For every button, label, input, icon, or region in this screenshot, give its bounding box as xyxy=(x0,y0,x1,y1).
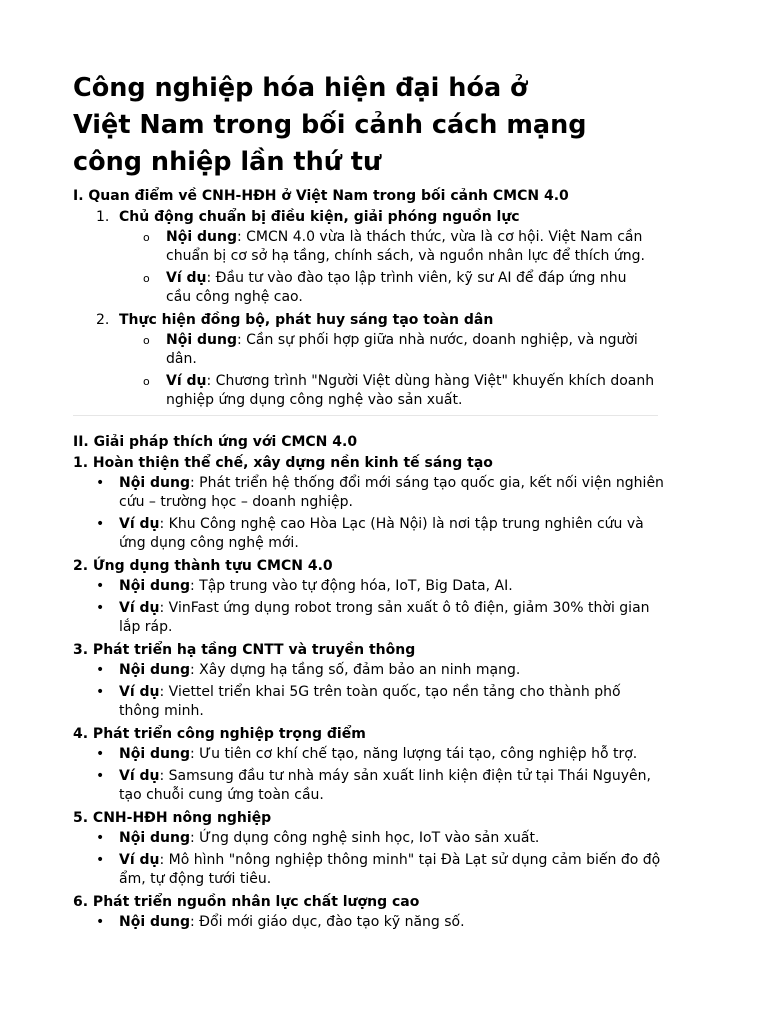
point-label: Nội dung xyxy=(119,914,190,930)
label-separator: : xyxy=(159,600,169,616)
point-label: Ví dụ xyxy=(119,516,160,532)
section-divider xyxy=(73,415,658,416)
bullet-dot-icon: • xyxy=(96,746,105,762)
bullet-dot-icon: • xyxy=(96,475,105,491)
point-label: Ví dụ xyxy=(119,600,160,616)
label-separator: : xyxy=(159,516,169,532)
label-separator: : xyxy=(189,662,200,678)
point-text: Ứng dụng công nghệ sinh học, IoT vào sản xuất. xyxy=(199,830,540,846)
point-text: Ưu tiên cơ khí chế tạo, năng lượng tái tạo, công nghiệp hỗ trợ. xyxy=(199,746,638,762)
label-separator: : xyxy=(189,578,200,594)
point-text: Đầu tư vào đào tạo lập trình viên, kỹ sư AI để đáp ứng nhu cầu công nghệ cao. xyxy=(166,270,627,305)
solution-heading: 4. Phát triển công nghiệp trọng điểm xyxy=(73,726,366,742)
point-text: Samsung đầu tư nhà máy sản xuất linh kiện điện tử tại Thái Nguyên, tạo chuỗi cung ứng toàn cầu. xyxy=(119,768,651,803)
list-item xyxy=(73,851,664,889)
bullet-list xyxy=(73,913,673,932)
item-heading: Thực hiện đồng bộ, phát huy sáng tạo toàn dân xyxy=(119,312,494,328)
bullet-dot-icon: • xyxy=(96,768,105,784)
hollow-circle-bullet-icon: o xyxy=(143,272,150,285)
section-viewpoints xyxy=(73,186,673,410)
item-heading: Chủ động chuẩn bị điều kiện, giải phóng nguồn lực xyxy=(119,209,520,225)
point-label: Ví dụ xyxy=(119,768,160,784)
list-item xyxy=(73,515,664,553)
point-text: Tập trung vào tự động hóa, IoT, Big Data, AI. xyxy=(199,578,513,594)
list-item xyxy=(73,577,664,596)
title-line-3: công nhiệp lần thứ tư xyxy=(73,147,382,177)
point-text: Viettel triển khai 5G trên toàn quốc, tạo nền tảng cho thành phố thông minh. xyxy=(119,684,621,719)
point-label: Nội dung xyxy=(166,332,237,348)
point-text: CMCN 4.0 vừa là thách thức, vừa là cơ hội. Việt Nam cần chuẩn bị cơ sở hạ tầng, chính sách, và nguồn nhân lực để thích ứng. xyxy=(166,229,645,264)
solution-heading: 2. Ứng dụng thành tựu CMCN 4.0 xyxy=(73,558,333,574)
bullet-list xyxy=(73,661,673,721)
bullet-list xyxy=(73,745,673,805)
point-label: Nội dung xyxy=(119,475,190,491)
point-label: Nội dung xyxy=(119,578,190,594)
list-item xyxy=(73,331,656,369)
solution-heading: 5. CNH-HĐH nông nghiệp xyxy=(73,810,272,826)
solution-heading: 1. Hoàn thiện thể chế, xây dựng nền kinh tế sáng tạo xyxy=(73,455,493,471)
point-label: Nội dung xyxy=(119,662,190,678)
label-separator: : xyxy=(206,270,216,286)
item-number: 1. xyxy=(96,209,110,225)
bullet-dot-icon: • xyxy=(96,600,105,616)
point-label: Nội dung xyxy=(119,830,190,846)
label-separator: : xyxy=(159,768,169,784)
bullet-list xyxy=(73,829,673,889)
point-text: Đổi mới giáo dục, đào tạo kỹ năng số. xyxy=(199,914,465,930)
hollow-circle-bullet-icon: o xyxy=(143,334,150,347)
point-label: Nội dung xyxy=(119,746,190,762)
point-text: VinFast ứng dụng robot trong sản xuất ô tô điện, giảm 30% thời gian lắp ráp. xyxy=(119,600,650,635)
bullet-dot-icon: • xyxy=(96,516,105,532)
bullet-dot-icon: • xyxy=(96,662,105,678)
point-text: Mô hình "nông nghiệp thông minh" tại Đà Lạt sử dụng cảm biến đo độ ẩm, tự động tưới tiêu. xyxy=(119,852,661,887)
page-title xyxy=(73,70,673,181)
list-item xyxy=(73,269,656,307)
label-separator: : xyxy=(189,746,200,762)
sub-bullet-list xyxy=(73,331,673,410)
label-separator: : xyxy=(206,373,216,389)
bullet-dot-icon: • xyxy=(96,578,105,594)
point-label: Ví dụ xyxy=(119,852,160,868)
numbered-heading xyxy=(73,310,673,331)
point-text: Cần sự phối hợp giữa nhà nước, doanh nghiệp, và người dân. xyxy=(166,332,638,367)
label-separator: : xyxy=(236,332,247,348)
bullet-dot-icon: • xyxy=(96,914,105,930)
title-line-1: Công nghiệp hóa hiện đại hóa ở xyxy=(73,73,528,103)
label-separator: : xyxy=(189,914,200,930)
point-text: Xây dựng hạ tầng số, đảm bảo an ninh mạng. xyxy=(199,662,521,678)
label-separator: : xyxy=(189,475,200,491)
hollow-circle-bullet-icon: o xyxy=(143,231,150,244)
point-label: Ví dụ xyxy=(166,373,207,389)
point-label: Ví dụ xyxy=(166,270,207,286)
section-heading: II. Giải pháp thích ứng với CMCN 4.0 xyxy=(73,434,358,450)
label-separator: : xyxy=(236,229,247,245)
list-item xyxy=(73,372,656,410)
label-separator: : xyxy=(189,830,200,846)
bullet-dot-icon: • xyxy=(96,684,105,700)
list-item xyxy=(73,829,664,848)
point-label: Ví dụ xyxy=(119,684,160,700)
list-item xyxy=(73,599,664,637)
list-item xyxy=(73,913,664,932)
item-number: 2. xyxy=(96,312,110,328)
numbered-heading xyxy=(73,207,673,228)
bullet-list xyxy=(73,577,673,637)
list-item xyxy=(73,474,664,512)
list-item xyxy=(73,228,656,266)
point-text: Chương trình "Người Việt dùng hàng Việt" khuyến khích doanh nghiệp ứng dụng công nghệ vào sản xuất. xyxy=(166,373,655,408)
bullet-dot-icon: • xyxy=(96,852,105,868)
point-text: Phát triển hệ thống đổi mới sáng tạo quốc gia, kết nối viện nghiên cứu – trường học – doanh nghiệp. xyxy=(119,475,664,510)
list-item xyxy=(73,745,664,764)
section-solutions xyxy=(73,432,673,932)
label-separator: : xyxy=(159,852,169,868)
solution-heading: 6. Phát triển nguồn nhân lực chất lượng cao xyxy=(73,894,420,910)
point-label: Nội dung xyxy=(166,229,237,245)
list-item xyxy=(73,767,664,805)
hollow-circle-bullet-icon: o xyxy=(143,375,150,388)
bullet-dot-icon: • xyxy=(96,830,105,846)
document-page xyxy=(73,70,673,935)
section-heading: I. Quan điểm về CNH-HĐH ở Việt Nam trong bối cảnh CMCN 4.0 xyxy=(73,188,569,204)
sub-bullet-list xyxy=(73,228,673,307)
bullet-list xyxy=(73,474,673,553)
solution-heading: 3. Phát triển hạ tầng CNTT và truyền thông xyxy=(73,642,416,658)
title-line-2: Việt Nam trong bối cảnh cách mạng xyxy=(73,110,587,140)
list-item xyxy=(73,661,664,680)
label-separator: : xyxy=(159,684,169,700)
point-text: Khu Công nghệ cao Hòa Lạc (Hà Nội) là nơi tập trung nghiên cứu và ứng dụng công nghệ mới. xyxy=(119,516,644,551)
list-item xyxy=(73,683,664,721)
